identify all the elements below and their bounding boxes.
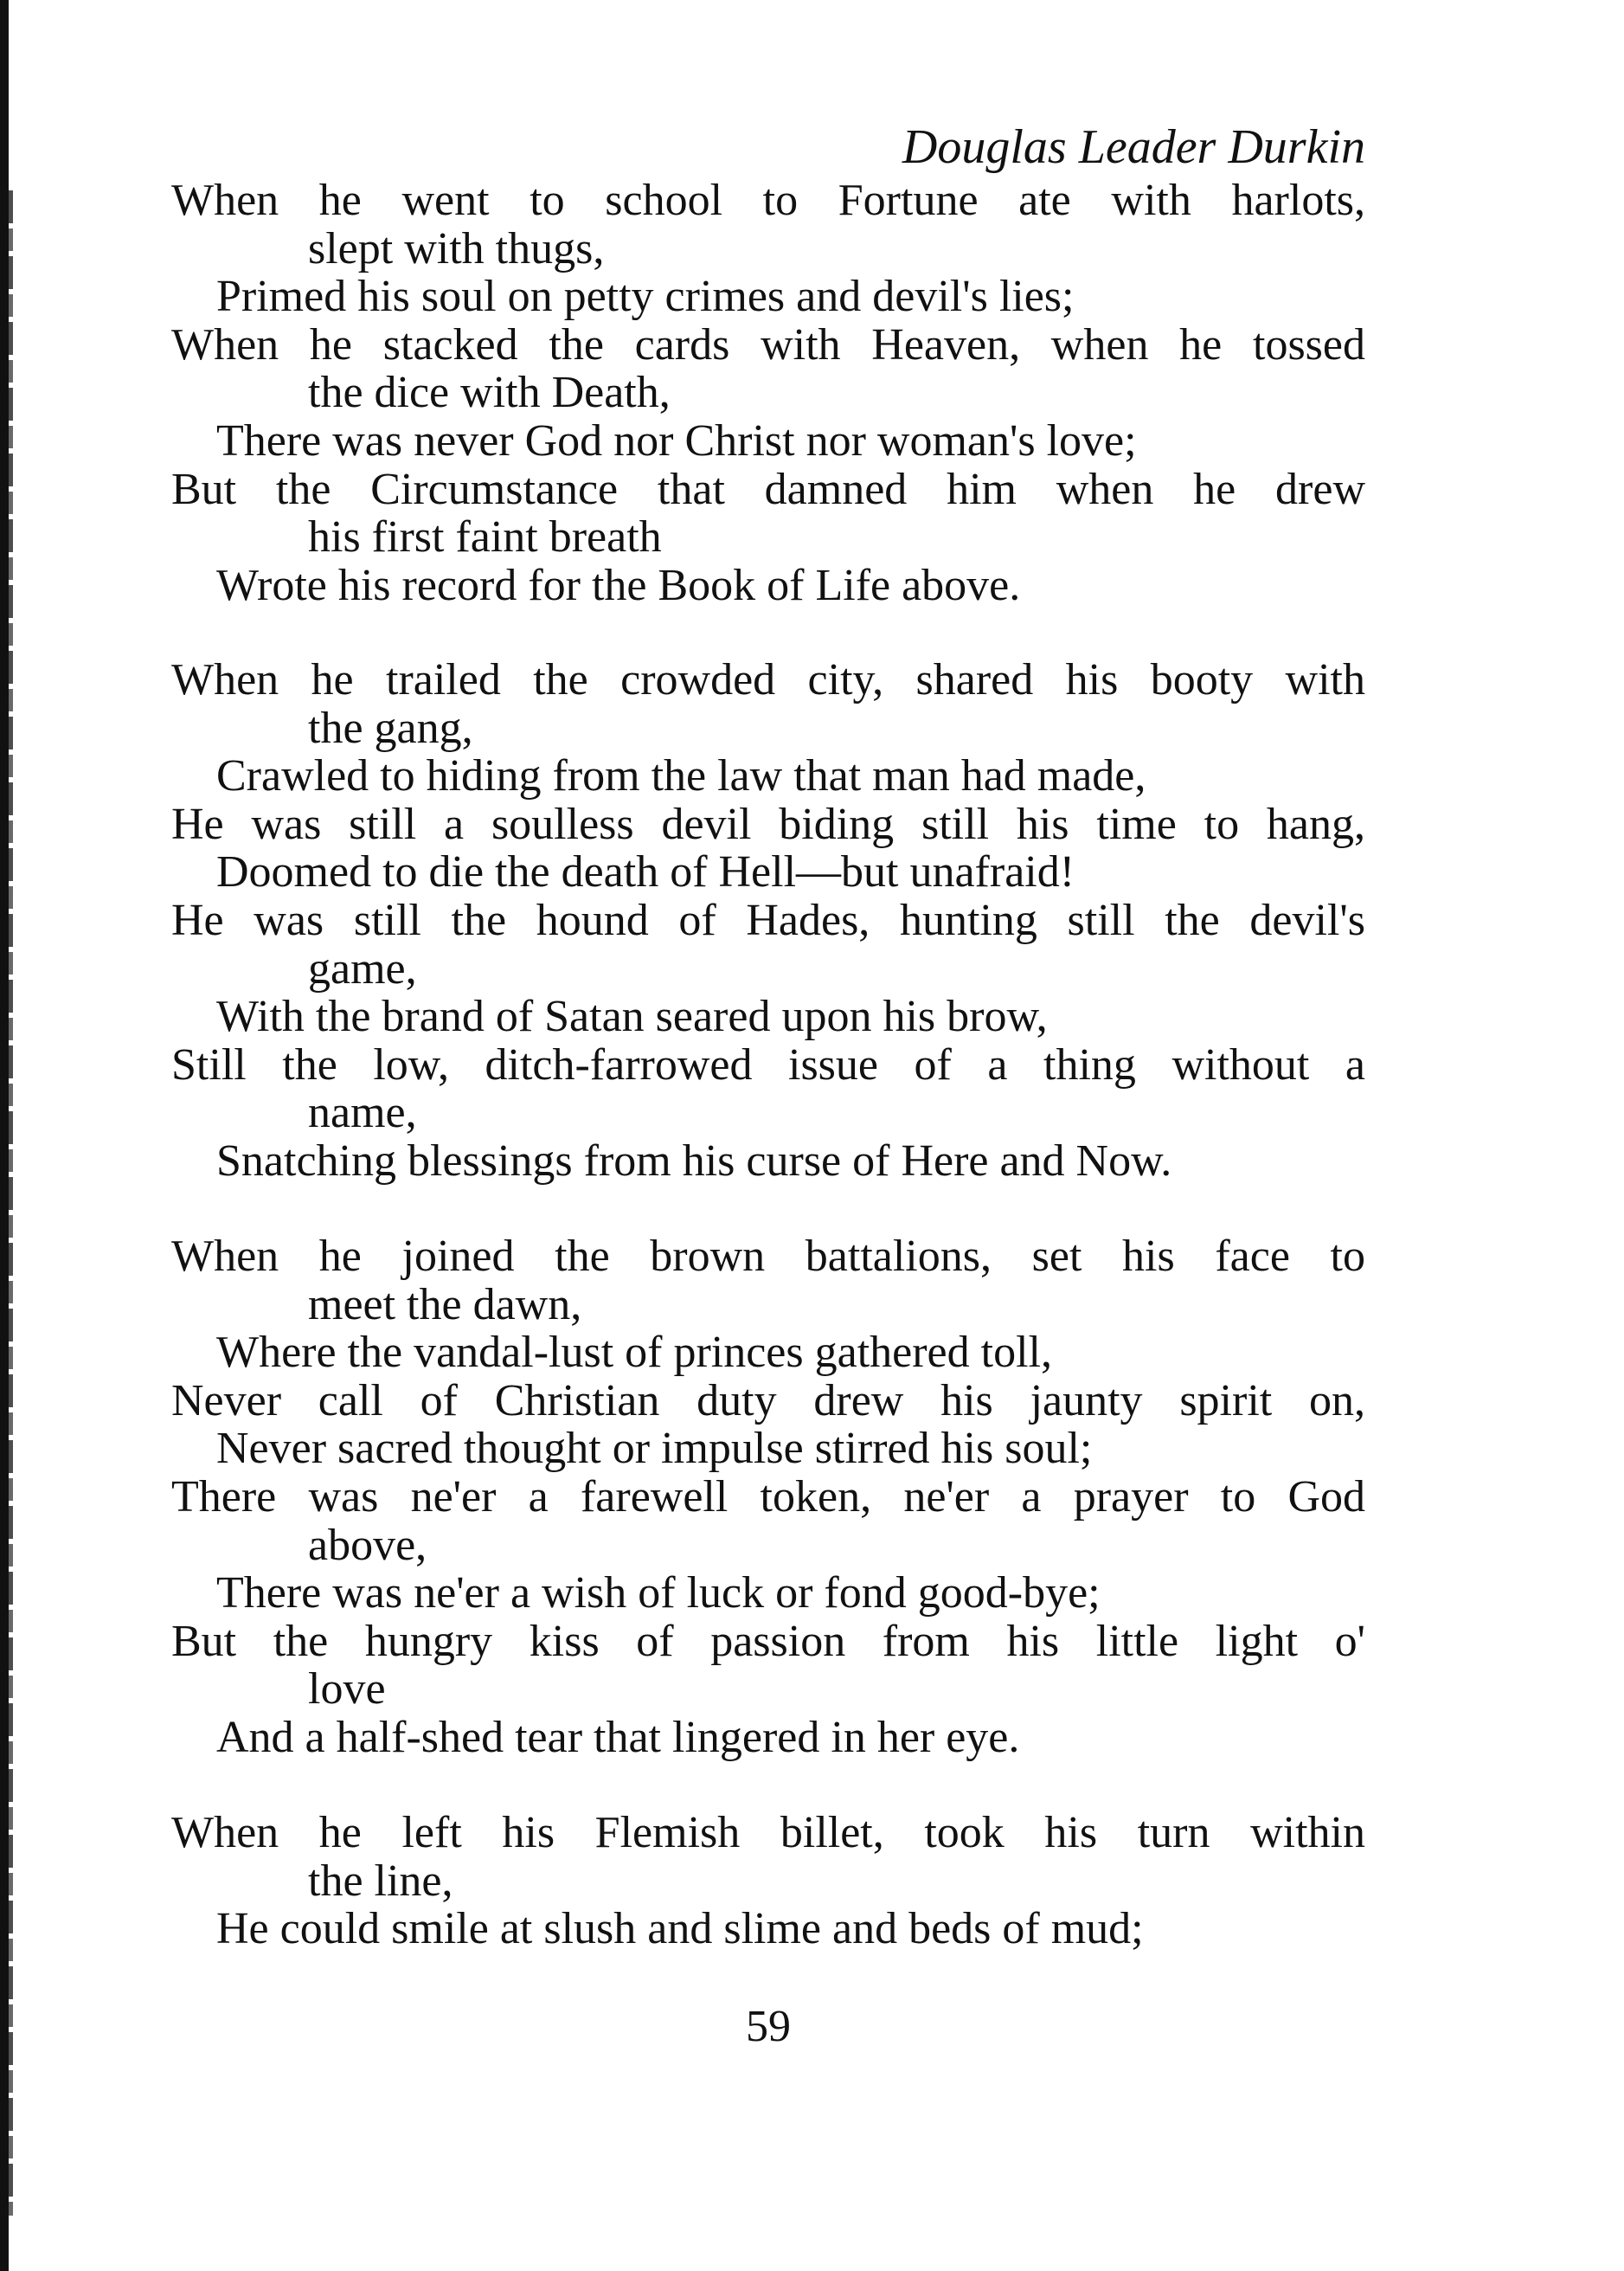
poem-line: He was still a soulless devil biding still his time to hang, [171,799,1365,849]
poem-line: Primed his soul on petty crimes and devil's lies; [216,272,1075,322]
poem-line: He could smile at slush and slime and beds of mud; [216,1904,1144,1954]
poem-line: the line, [308,1856,453,1906]
poem-line: When he left his Flemish billet, took his turn within [171,1808,1365,1857]
poem-line: With the brand of Satan seared upon his brow, [216,992,1048,1042]
book-page [171,0,1365,2271]
stanza-2 [171,656,1365,1186]
poem-line: There was ne'er a farewell token, ne'er a prayer to God [171,1471,1365,1522]
page-binding-edge [0,0,9,2271]
poem-line: There was never God nor Christ nor woman's love; [216,415,1137,466]
poem-line: above, [308,1520,427,1570]
poem-line: game, [308,943,417,994]
poem-line: meet the dawn, [308,1279,582,1329]
stanza-4 [171,1809,1365,1953]
poem-line: When he went to school to Fortune ate with harlots, [171,176,1365,225]
poem-line: love [308,1664,386,1715]
poem-line: Never sacred thought or impulse stirred his soul; [216,1424,1093,1474]
poem-line: When he joined the brown battalions, set his face to [171,1232,1365,1281]
poem-line: the dice with Death, [308,368,671,418]
poem-line: And a half-shed tear that lingered in her eye. [216,1712,1020,1762]
stanza-3 [171,1232,1365,1762]
running-head: Douglas Leader Durkin [902,120,1365,174]
poem-line: Wrote his record for the Book of Life above. [216,560,1021,610]
poem-line: Where the vandal-lust of princes gathered toll, [216,1328,1052,1378]
poem-line: Never call of Christian duty drew his jaunty spirit on, [171,1375,1365,1425]
poem-line: Doomed to die the death of Hell—but unafraid! [216,847,1075,897]
poem-line: slept with thugs, [308,223,605,273]
stanza-1 [171,177,1365,609]
poem-line: But the Circumstance that damned him when he drew [171,464,1365,514]
page-number: 59 [746,2002,791,2051]
poem-line: There was ne'er a wish of luck or fond good-bye; [216,1568,1101,1618]
poem-line: He was still the hound of Hades, hunting still the devil's [171,895,1365,945]
poem-line: When he stacked the cards with Heaven, when he tossed [171,319,1365,370]
poem-line: the gang, [308,703,473,753]
poem-line: name, [308,1088,417,1138]
poem-line: his first faint breath [308,512,662,563]
poem-line: Crawled to hiding from the law that man had made, [216,751,1146,801]
poem-line: But the hungry kiss of passion from his little light o' [171,1616,1365,1666]
poem-line: Snatching blessings from his curse of Here and Now. [216,1136,1172,1186]
page-binding-shadow [9,190,13,2216]
poem-line: Still the low, ditch-farrowed issue of a thing without a [171,1039,1365,1090]
poem-line: When he trailed the crowded city, shared his booty with [171,655,1365,704]
